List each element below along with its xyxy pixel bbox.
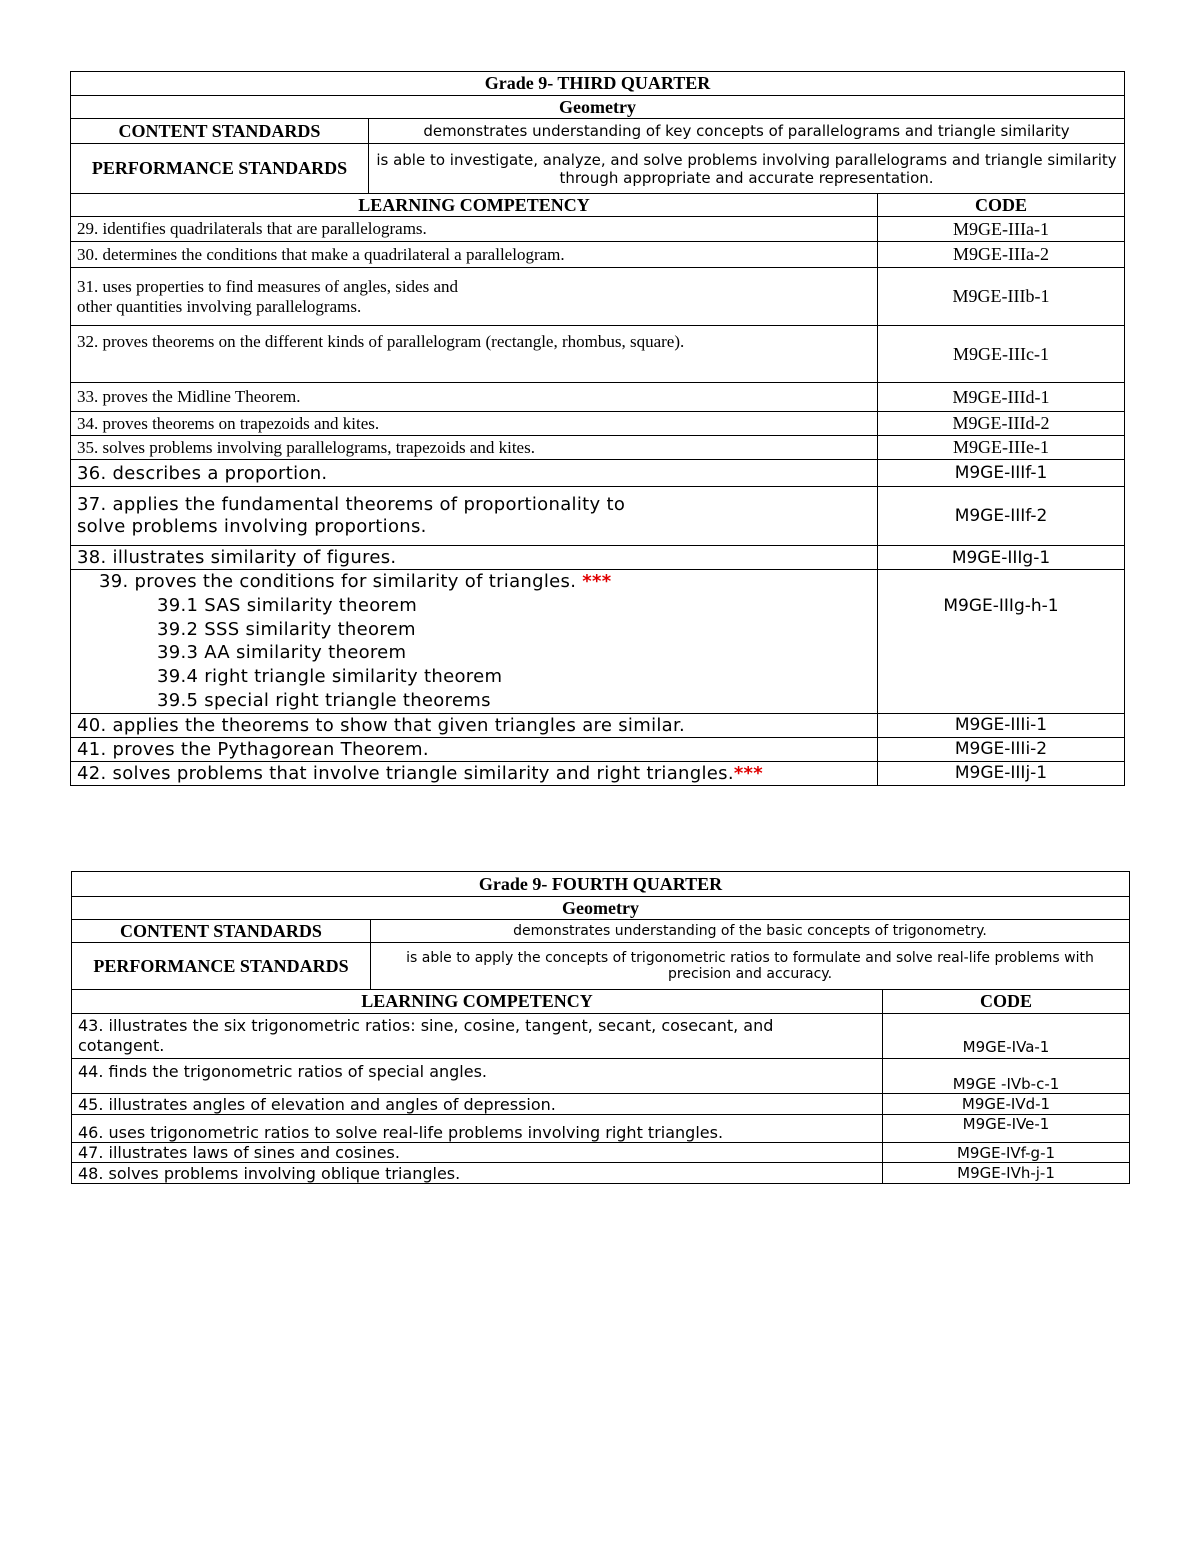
priority-mark: *** bbox=[582, 571, 612, 592]
competency-header: LEARNING COMPETENCY bbox=[71, 194, 878, 217]
table-row bbox=[71, 242, 1125, 268]
competency-code: M9GE-IIIf-1 bbox=[878, 460, 1125, 487]
competency-text: 41. proves the Pythagorean Theorem. bbox=[71, 737, 878, 761]
table-row bbox=[71, 761, 1125, 785]
competency-text: 45. illustrates angles of elevation and angles of depression. bbox=[72, 1094, 883, 1115]
competency-text: 32. proves theorems on the different kinds of parallelogram (rectangle, rhombus, square). bbox=[71, 326, 878, 383]
competency-code: M9GE-IVf-g-1 bbox=[883, 1143, 1130, 1163]
competency-code: M9GE-IVa-1 bbox=[883, 1014, 1130, 1059]
table-row bbox=[71, 570, 1125, 714]
content-standards-label: CONTENT STANDARDS bbox=[71, 119, 369, 144]
table-row bbox=[71, 713, 1125, 737]
competency-text: 46. uses trigonometric ratios to solve real-life problems involving right triangles. bbox=[72, 1115, 883, 1143]
subitem: 39.1 SAS similarity theorem bbox=[157, 594, 418, 616]
competency-text: 34. proves theorems on trapezoids and kites. bbox=[71, 412, 878, 436]
performance-standards-text: is able to apply the concepts of trigonometric ratios to formulate and solve real-life problems with precision and accuracy. bbox=[371, 943, 1130, 990]
table-row bbox=[71, 326, 1125, 383]
performance-standards-label: PERFORMANCE STANDARDS bbox=[72, 943, 371, 990]
table-row bbox=[72, 1115, 1130, 1143]
subitem: 39.4 right triangle similarity theorem bbox=[157, 666, 503, 688]
content-standards-text: demonstrates understanding of the basic concepts of trigonometry. bbox=[371, 920, 1130, 943]
priority-mark: *** bbox=[733, 762, 763, 784]
competency-code: M9GE-IIIa-1 bbox=[878, 217, 1125, 242]
competency-code: M9GE-IIIb-1 bbox=[878, 268, 1125, 326]
table-row bbox=[71, 383, 1125, 412]
competency-code: M9GE-IIId-2 bbox=[878, 412, 1125, 436]
competency-text: 29. identifies quadrilaterals that are parallelograms. bbox=[71, 217, 878, 242]
competency-code: M9GE-IIIi-1 bbox=[878, 713, 1125, 737]
table-title: Grade 9- FOURTH QUARTER bbox=[72, 872, 1130, 897]
competency-text: 40. applies the theorems to show that given triangles are similar. bbox=[71, 713, 878, 737]
competency-header: LEARNING COMPETENCY bbox=[72, 990, 883, 1014]
competency-text: 33. proves the Midline Theorem. bbox=[71, 383, 878, 412]
table-row bbox=[72, 1163, 1130, 1184]
competency-text: 36. describes a proportion. bbox=[71, 460, 878, 487]
table-row bbox=[71, 487, 1125, 546]
performance-standards-text: is able to investigate, analyze, and solve problems involving parallelograms and triangle similarity through appropriate and accurate representation. bbox=[369, 144, 1125, 194]
competency-text: 30. determines the conditions that make a quadrilateral a parallelogram. bbox=[71, 242, 878, 268]
table-row bbox=[72, 1014, 1130, 1059]
competency-text: 48. solves problems involving oblique triangles. bbox=[72, 1163, 883, 1184]
content-standards-text: demonstrates understanding of key concepts of parallelograms and triangle similarity bbox=[369, 119, 1125, 144]
competency-code: M9GE-IIIj-1 bbox=[878, 761, 1125, 785]
competency-text: 37. applies the fundamental theorems of proportionality to solve problems involving proportions. bbox=[71, 487, 878, 546]
competency-code: M9GE-IIIf-2 bbox=[878, 487, 1125, 546]
competency-text: 43. illustrates the six trigonometric ratios: sine, cosine, tangent, secant, cosecant, and cotangent. bbox=[72, 1014, 883, 1059]
subitem: 39.2 SSS similarity theorem bbox=[157, 618, 416, 640]
subitem: 39.3 AA similarity theorem bbox=[157, 642, 407, 664]
competency-code: M9GE-IIIc-1 bbox=[878, 326, 1125, 383]
competency-text bbox=[71, 570, 878, 714]
third-quarter-table bbox=[70, 71, 1125, 786]
competency-text: 47. illustrates laws of sines and cosines. bbox=[72, 1143, 883, 1163]
competency-code: M9GE-IIIg-h-1 bbox=[878, 570, 1125, 714]
table-row bbox=[71, 412, 1125, 436]
table-row bbox=[71, 737, 1125, 761]
subitem: 39.5 special right triangle theorems bbox=[157, 689, 491, 711]
competency-code: M9GE-IVe-1 bbox=[883, 1115, 1130, 1143]
table-row bbox=[71, 436, 1125, 460]
competency-code: M9GE-IVd-1 bbox=[883, 1094, 1130, 1115]
competency-main-text: 39. proves the conditions for similarity of triangles. bbox=[99, 571, 577, 592]
content-standards-label: CONTENT STANDARDS bbox=[72, 920, 371, 943]
competency-text: 44. finds the trigonometric ratios of special angles. bbox=[72, 1059, 883, 1094]
table-row bbox=[72, 1143, 1130, 1163]
table-row bbox=[72, 1059, 1130, 1094]
subject-label: Geometry bbox=[71, 96, 1125, 119]
competency-code: M9GE-IIIa-2 bbox=[878, 242, 1125, 268]
fourth-quarter-table bbox=[71, 871, 1130, 1184]
competency-code: M9GE-IIIg-1 bbox=[878, 546, 1125, 570]
competency-main-text: 42. solves problems that involve triangle similarity and right triangles. bbox=[77, 762, 734, 784]
competency-code: M9GE-IIId-1 bbox=[878, 383, 1125, 412]
table-row bbox=[71, 217, 1125, 242]
code-header: CODE bbox=[883, 990, 1130, 1014]
competency-code: M9GE-IIIi-2 bbox=[878, 737, 1125, 761]
performance-standards-label: PERFORMANCE STANDARDS bbox=[71, 144, 369, 194]
code-header: CODE bbox=[878, 194, 1125, 217]
table-row bbox=[71, 460, 1125, 487]
competency-code: M9GE-IIIe-1 bbox=[878, 436, 1125, 460]
competency-text: 35. solves problems involving parallelograms, trapezoids and kites. bbox=[71, 436, 878, 460]
table-row bbox=[71, 546, 1125, 570]
competency-code: M9GE -IVb-c-1 bbox=[883, 1059, 1130, 1094]
subject-label: Geometry bbox=[72, 897, 1130, 920]
table-title: Grade 9- THIRD QUARTER bbox=[71, 72, 1125, 96]
table-row bbox=[71, 268, 1125, 326]
competency-text: 38. illustrates similarity of figures. bbox=[71, 546, 878, 570]
table-row bbox=[72, 1094, 1130, 1115]
competency-code: M9GE-IVh-j-1 bbox=[883, 1163, 1130, 1184]
competency-text bbox=[71, 761, 878, 785]
competency-text: 31. uses properties to find measures of angles, sides and other quantities involving parallelograms. bbox=[71, 268, 878, 326]
